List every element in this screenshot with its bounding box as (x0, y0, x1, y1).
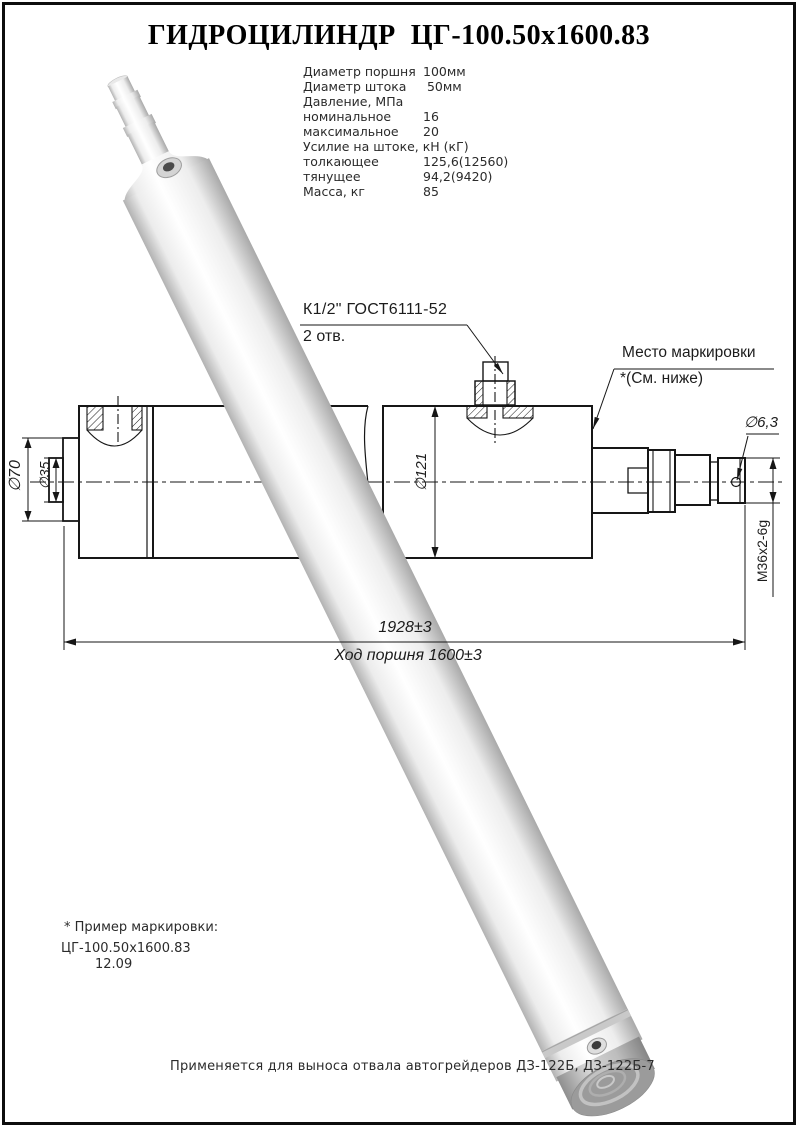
spec-value: 100мм (423, 64, 466, 79)
rod-end (592, 448, 745, 513)
spec-value: 20 (423, 124, 439, 139)
spec-value: 94,2(9420) (423, 169, 493, 184)
spec-label: тянущее (303, 169, 361, 184)
spec-row (303, 184, 563, 199)
spec-row (303, 139, 563, 154)
spec-value: 85 (423, 184, 439, 199)
left-port (87, 396, 142, 446)
marking-example-line1: ЦГ-100.50х1600.83 (61, 941, 191, 956)
dim-collar-diameter: ∅70 (7, 460, 24, 492)
dim-overall-length: 1928±3 (378, 619, 432, 636)
spec-label: Диаметр штока (303, 79, 407, 94)
port-spec-callout: К1/2" ГОСТ6111-52 (303, 301, 448, 318)
spec-row (303, 79, 563, 94)
port-count-callout: 2 отв. (303, 328, 346, 345)
dim-thread: М36х2-6g (754, 519, 770, 583)
spec-label: номинальное (303, 109, 392, 124)
spec-value: 125,6(12560) (423, 154, 509, 169)
spec-label: Масса, кг (303, 184, 365, 199)
marking-example-line2: 12.09 (95, 957, 133, 972)
dim-hole-diameter: ∅6,3 (744, 414, 778, 431)
marking-place-label: Место маркировки (622, 344, 756, 361)
spec-label: Усилие на штоке, кН (кГ) (303, 139, 469, 154)
marking-ref-label: *(См. ниже) (620, 370, 704, 387)
spec-row (303, 64, 563, 79)
spec-label: толкающее (303, 154, 379, 169)
page-title: ГИДРОЦИЛИНДР ЦГ-100.50х1600.83 (147, 20, 651, 51)
spec-row (303, 109, 563, 124)
dim-piston-stroke: Ход поршня 1600±3 (334, 647, 482, 664)
spec-label: максимальное (303, 124, 399, 139)
spec-row (303, 154, 563, 169)
spec-row (303, 169, 563, 184)
spec-label: Диаметр поршня (303, 64, 416, 79)
render-3d (73, 57, 666, 1127)
spec-row (303, 124, 563, 139)
spec-value: 50мм (423, 79, 462, 94)
dim-stub-diameter: ∅35 (36, 461, 53, 490)
spec-row (303, 94, 563, 109)
spec-label: Давление, МПа (303, 94, 404, 109)
dim-bore-diameter: ∅121 (413, 452, 430, 492)
marking-example-note: * Пример маркировки: (64, 920, 219, 935)
spec-value: 16 (423, 109, 439, 124)
rod-end-notch (628, 468, 648, 493)
application-caption: Применяется для выноса отвала автогрейдеров ДЗ-122Б, ДЗ-122Б-7 (170, 1059, 655, 1074)
spec-table (303, 64, 563, 199)
left-collar (63, 438, 79, 521)
